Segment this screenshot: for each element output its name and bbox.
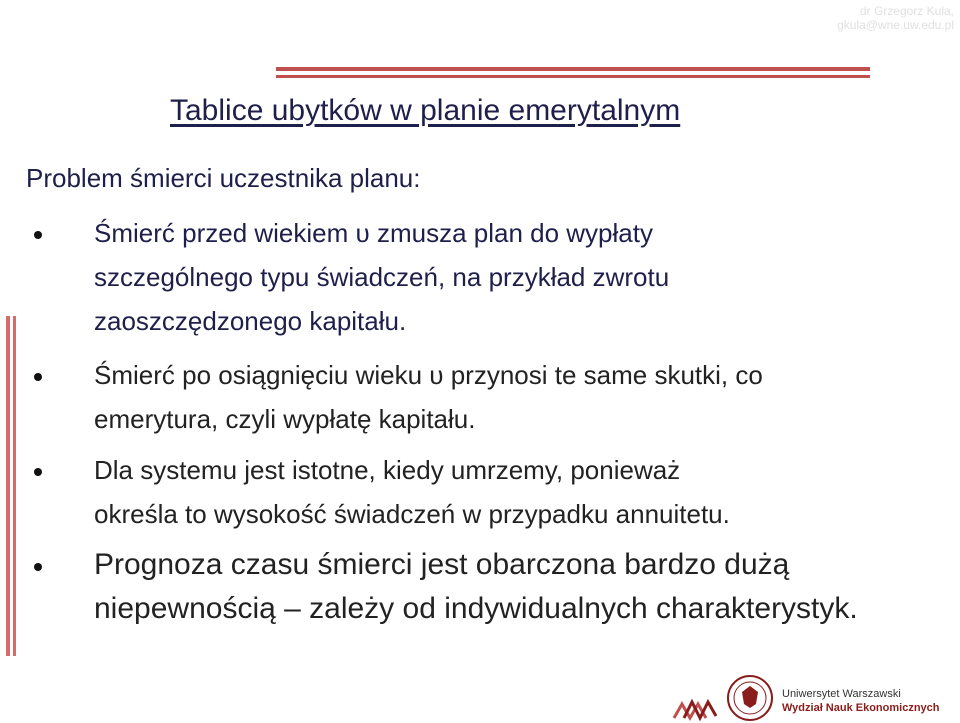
bullet-text (94, 353, 763, 441)
bullet-dot-icon (34, 468, 42, 476)
bullet-text (94, 211, 669, 343)
bullet-dot-icon (34, 373, 42, 381)
university-logo-text (782, 687, 940, 715)
university-seal-icon (728, 676, 772, 720)
header-rule-top (276, 67, 870, 71)
bullet-dot-icon (34, 231, 42, 239)
bullet-line: niepewnością – zależy od indywidualnych charakterystyk. (94, 592, 858, 625)
side-bar-right (13, 316, 16, 656)
author-name: dr Grzegorz Kula, (859, 4, 954, 18)
side-bar-left (6, 316, 10, 656)
faculty-name: Wydział Nauk Ekonomicznych (782, 702, 940, 714)
bullet-line: zaoszczędzonego kapitału. (94, 306, 407, 336)
bullet-line: Śmierć po osiągnięciu wieku υ przynosi te same skutki, co (94, 360, 763, 390)
bullet-line: szczególnego typu świadczeń, na przykład zwrotu (94, 262, 670, 292)
bullet-text (94, 543, 858, 631)
header-rule-bottom (276, 75, 870, 78)
bullet-line: emerytura, czyli wypłatę kapitału. (94, 404, 476, 434)
author-email: gkula@wne.uw.edu.pl (837, 18, 954, 32)
bullet-dot-icon (34, 563, 42, 571)
bullet-line: określa to wysokość świadczeń w przypadku annuitetu. (94, 499, 730, 529)
intro-text: Problem śmierci uczestnika planu: (26, 163, 421, 193)
author-info (837, 4, 954, 32)
bullet-line: Prognoza czasu śmierci jest obarczona bardzo dużą (94, 548, 790, 581)
slide-title: Tablice ubytków w planie emerytalnym (170, 94, 681, 127)
wne-logo-icon (674, 702, 716, 718)
bullet-line: Dla systemu jest istotne, kiedy umrzemy, ponieważ (94, 455, 681, 485)
bullet-text (94, 448, 730, 536)
bullet-line: Śmierć przed wiekiem υ zmusza plan do wypłaty (94, 218, 653, 248)
university-name: Uniwersytet Warszawski (782, 688, 901, 700)
